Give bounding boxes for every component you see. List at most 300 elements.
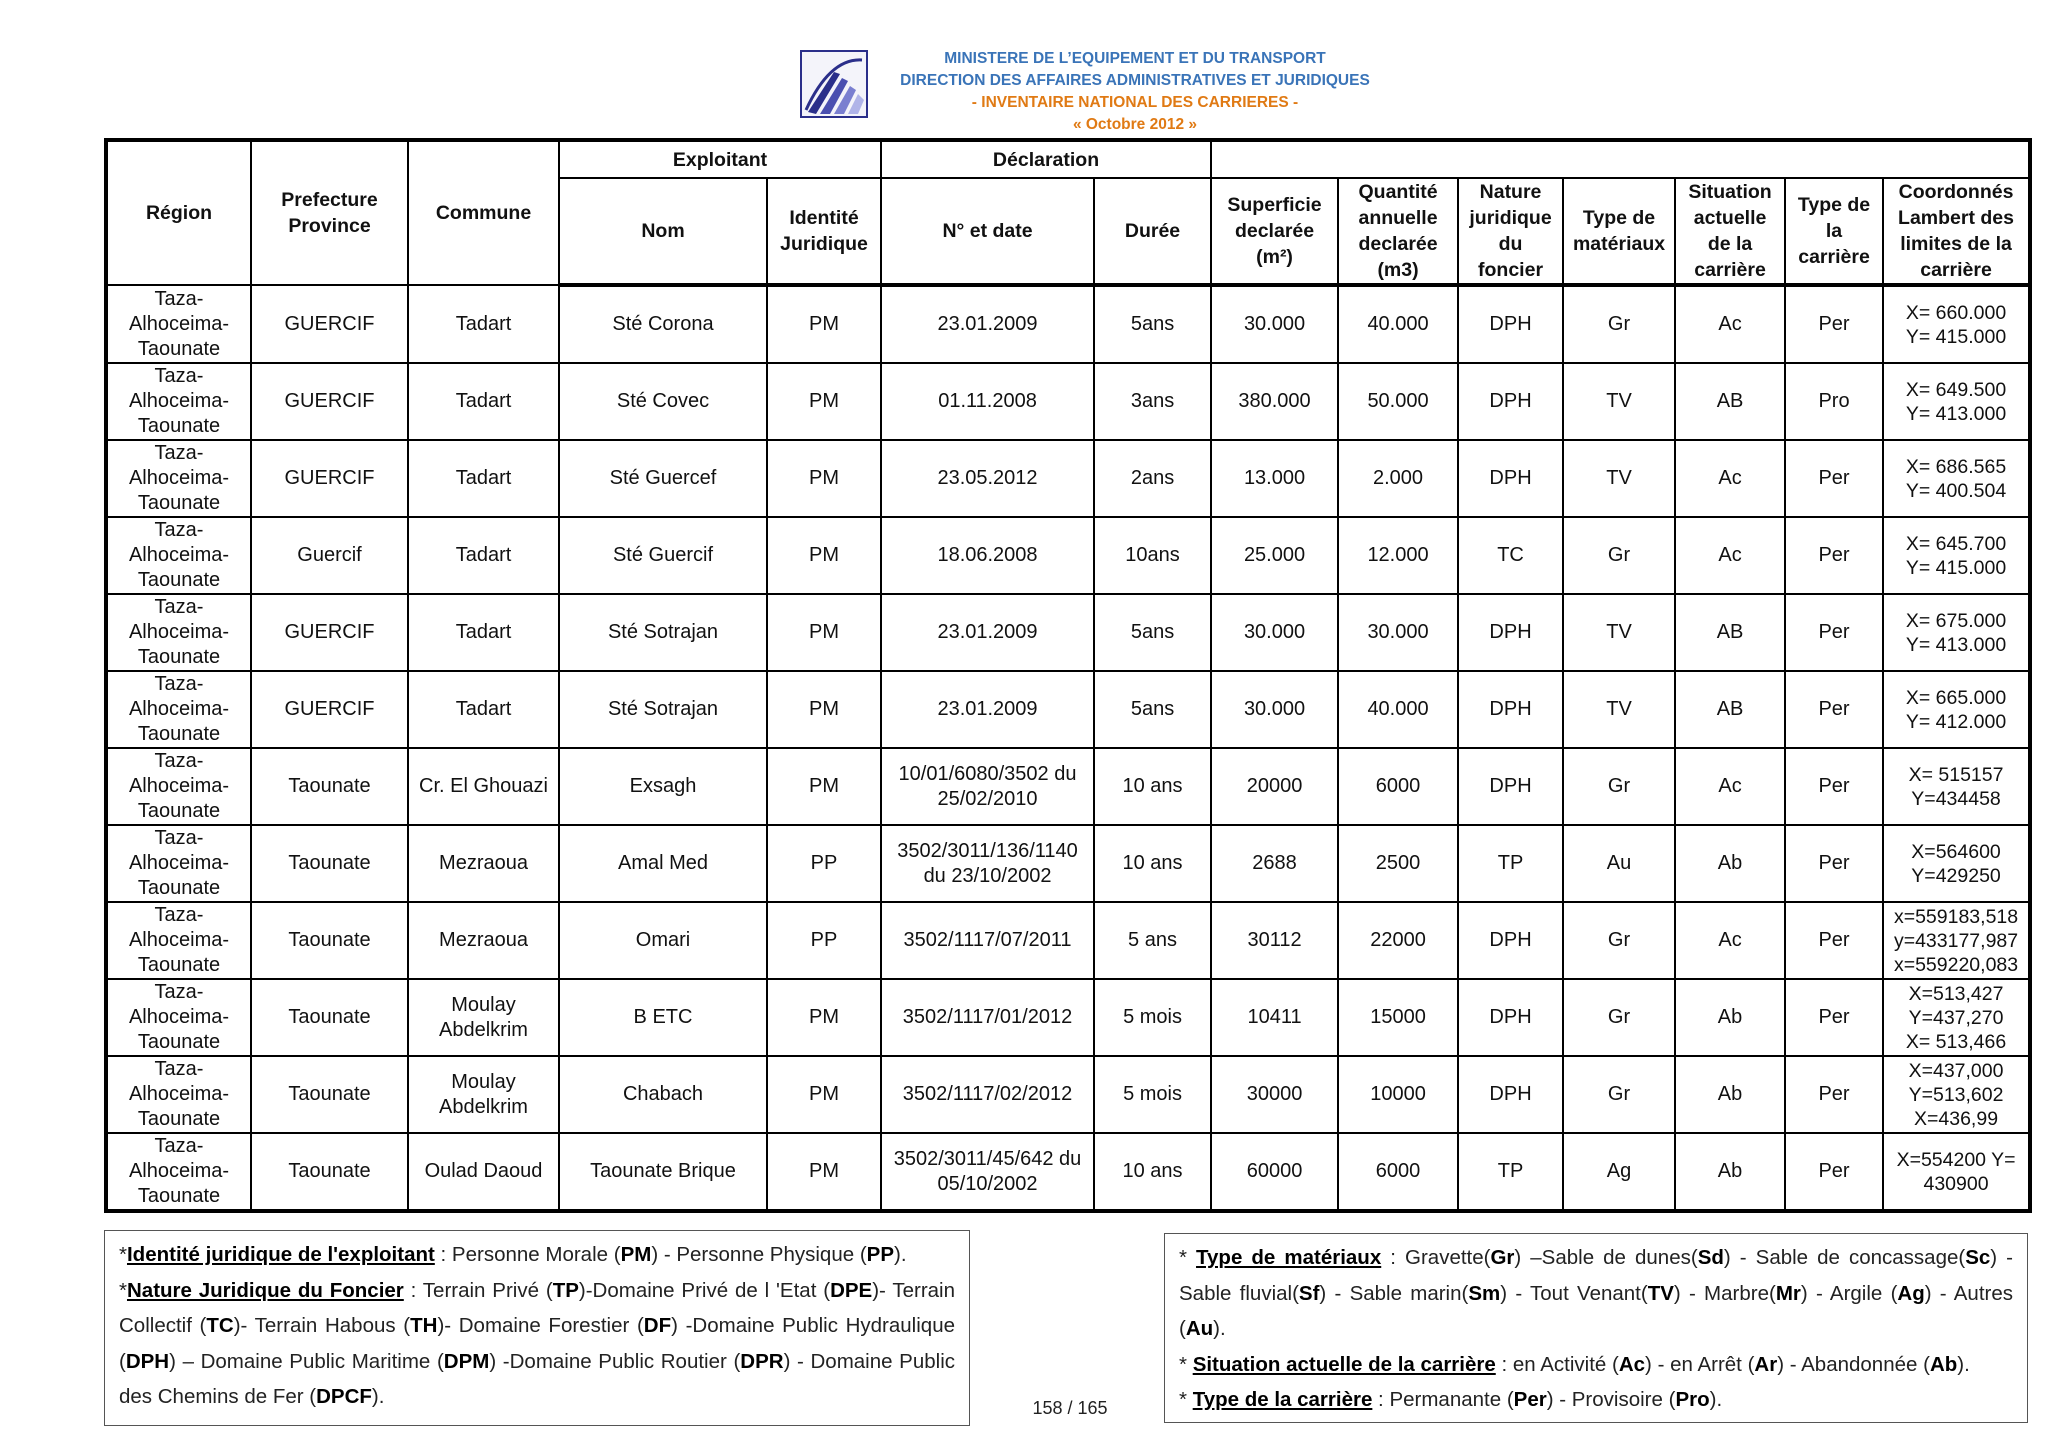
cell-nature: DPH xyxy=(1458,285,1563,363)
cell-commune-line: Tadart xyxy=(455,621,512,643)
cell-coord xyxy=(1883,594,2030,671)
col-numdate: N° et date xyxy=(881,178,1094,285)
cell-coord-line: X=437,000 xyxy=(1908,1059,2004,1082)
cell-nom: Sté Sotrajan xyxy=(559,594,767,671)
table-body xyxy=(106,285,2030,1211)
cell-region xyxy=(106,671,251,748)
cell-nom: Sté Corona xyxy=(559,285,767,363)
cell-type: Pro xyxy=(1785,363,1883,440)
cell-identite: PM xyxy=(767,979,881,1056)
cell-numdate-line: 3502/1117/01/2012 xyxy=(902,1006,1073,1028)
cell-region-line: Alhoceima- xyxy=(128,467,230,489)
cell-commune xyxy=(408,902,559,979)
cell-region-line: Alhoceima- xyxy=(128,1083,230,1105)
cell-region-line: Taza- xyxy=(154,981,204,1003)
cell-commune-line: Cr. El Ghouazi xyxy=(419,775,548,797)
cell-duree: 5ans xyxy=(1094,594,1211,671)
cell-coord-line: X= 665.000 xyxy=(1905,686,2007,709)
cell-region-line: Alhoceima- xyxy=(128,544,230,566)
cell-commune-line: Tadart xyxy=(455,312,512,335)
cell-materiaux: Gr xyxy=(1563,902,1675,979)
cell-coord-line: Y=437,270 xyxy=(1908,1006,2004,1029)
cell-situation: Ab xyxy=(1675,825,1785,902)
cell-quantite: 6000 xyxy=(1338,748,1458,825)
cell-region-line: Taounate xyxy=(137,1108,221,1130)
cell-quantite: 15000 xyxy=(1338,979,1458,1056)
table-row xyxy=(106,1133,2030,1211)
cell-situation: Ac xyxy=(1675,748,1785,825)
col-prefecture: Prefecture Province xyxy=(251,140,408,285)
cell-region xyxy=(106,979,251,1056)
cell-coord xyxy=(1883,748,2030,825)
table-row xyxy=(106,594,2030,671)
cell-prefecture: GUERCIF xyxy=(251,440,408,517)
cell-quantite: 10000 xyxy=(1338,1056,1458,1133)
cell-coord xyxy=(1883,363,2030,440)
cell-nature: DPH xyxy=(1458,671,1563,748)
table-row xyxy=(106,748,2030,825)
cell-materiaux: Gr xyxy=(1563,1056,1675,1133)
cell-identite: PP xyxy=(767,825,881,902)
cell-coord-line: Y=434458 xyxy=(1911,787,2001,810)
cell-numdate xyxy=(881,594,1094,671)
cell-coord-line: X=513,427 xyxy=(1908,982,2004,1005)
legend-right xyxy=(1164,1233,2028,1423)
cell-materiaux: TV xyxy=(1563,363,1675,440)
ministry-logo-icon xyxy=(800,50,868,118)
cell-region-line: Taza- xyxy=(154,442,204,464)
cell-duree: 2ans xyxy=(1094,440,1211,517)
cell-nom: Chabach xyxy=(559,1056,767,1133)
cell-materiaux: Gr xyxy=(1563,979,1675,1056)
cell-duree: 3ans xyxy=(1094,363,1211,440)
cell-nom: Sté Guercif xyxy=(559,517,767,594)
cell-numdate xyxy=(881,285,1094,363)
cell-identite: PM xyxy=(767,1056,881,1133)
cell-duree: 5ans xyxy=(1094,285,1211,363)
cell-region-line: Taza- xyxy=(154,1135,204,1157)
header-date: « Octobre 2012 » xyxy=(1072,116,1198,133)
cell-numdate-line: 10/01/6080/3502 du xyxy=(898,762,1077,785)
cell-commune-line: Moulay xyxy=(451,993,516,1016)
cell-situation: Ac xyxy=(1675,517,1785,594)
cell-prefecture: Taounate xyxy=(251,825,408,902)
cell-coord-line: Y= 412.000 xyxy=(1905,710,2007,733)
cell-situation: AB xyxy=(1675,594,1785,671)
cell-numdate-line: 3502/3011/45/642 du xyxy=(893,1147,1082,1170)
cell-quantite: 40.000 xyxy=(1338,671,1458,748)
cell-type: Per xyxy=(1785,979,1883,1056)
cell-numdate-line: 23.01.2009 xyxy=(937,313,1038,335)
cell-numdate-line: 3502/1117/07/2011 xyxy=(903,929,1072,951)
cell-prefecture: Taounate xyxy=(251,979,408,1056)
cell-materiaux: TV xyxy=(1563,594,1675,671)
cell-numdate-line: 18.06.2008 xyxy=(937,544,1038,566)
cell-superficie: 30.000 xyxy=(1211,594,1338,671)
cell-region xyxy=(106,285,251,363)
cell-region xyxy=(106,440,251,517)
cell-coord-line: Y=513,602 xyxy=(1908,1083,2004,1106)
cell-region-line: Alhoceima- xyxy=(128,852,230,874)
cell-numdate-line: 01.11.2008 xyxy=(938,390,1037,412)
cell-region xyxy=(106,363,251,440)
cell-superficie: 20000 xyxy=(1211,748,1338,825)
cell-numdate xyxy=(881,1056,1094,1133)
cell-coord xyxy=(1883,517,2030,594)
legend-identite: *Identité juridique de l'exploitant : Personne Morale (PM) - Personne Physique (PP). xyxy=(119,1243,907,1266)
cell-coord-line: Y= 400.504 xyxy=(1905,479,2007,502)
cell-region xyxy=(106,594,251,671)
cell-type: Per xyxy=(1785,440,1883,517)
cell-region-line: Taounate xyxy=(137,954,221,976)
cell-region xyxy=(106,1133,251,1211)
cell-situation: Ab xyxy=(1675,979,1785,1056)
cell-duree: 5ans xyxy=(1094,671,1211,748)
cell-region-line: Taza- xyxy=(154,596,204,618)
cell-coord-line: X= 645.700 xyxy=(1905,532,2007,555)
cell-region-line: Alhoceima- xyxy=(128,929,230,951)
cell-numdate-line: 05/10/2002 xyxy=(937,1172,1038,1195)
col-superficie: Superficie declarée (m²) xyxy=(1211,178,1338,285)
cell-coord-line: Y= 415.000 xyxy=(1905,556,2007,579)
cell-region-line: Taounate xyxy=(137,492,221,514)
legend-situation: * Situation actuelle de la carrière : en Activité (Ac) - en Arrêt (Ar) - Abandonnée (Ab). xyxy=(1179,1352,1970,1376)
cell-region-line: Alhoceima- xyxy=(128,312,230,335)
cell-commune xyxy=(408,671,559,748)
cell-identite: PM xyxy=(767,1133,881,1211)
cell-prefecture: Taounate xyxy=(251,902,408,979)
cell-coord-line: X= 513,466 xyxy=(1905,1030,2007,1053)
cell-quantite: 6000 xyxy=(1338,1133,1458,1211)
cell-duree: 5 mois xyxy=(1094,1056,1211,1133)
cell-nature: DPH xyxy=(1458,594,1563,671)
cell-materiaux: Gr xyxy=(1563,517,1675,594)
cell-nature: DPH xyxy=(1458,979,1563,1056)
cell-duree: 5 ans xyxy=(1094,902,1211,979)
col-duree: Durée xyxy=(1094,178,1211,285)
cell-type: Per xyxy=(1785,285,1883,363)
cell-numdate xyxy=(881,671,1094,748)
cell-region-line: Taza- xyxy=(154,519,204,541)
cell-superficie: 60000 xyxy=(1211,1133,1338,1211)
cell-numdate xyxy=(881,1133,1094,1211)
table-row xyxy=(106,671,2030,748)
table-row xyxy=(106,285,2030,363)
cell-quantite: 12.000 xyxy=(1338,517,1458,594)
cell-quantite: 30.000 xyxy=(1338,594,1458,671)
cell-region xyxy=(106,825,251,902)
cell-situation: Ac xyxy=(1675,440,1785,517)
header-direction: DIRECTION DES AFFAIRES ADMINISTRATIVES ET JURIDIQUES xyxy=(900,72,1370,89)
cell-commune-line: Moulay xyxy=(451,1070,516,1093)
cell-nom: Sté Sotrajan xyxy=(559,671,767,748)
cell-nature: TP xyxy=(1458,1133,1563,1211)
cell-region-line: Alhoceima- xyxy=(128,621,230,643)
cell-nom: B ETC xyxy=(559,979,767,1056)
cell-commune xyxy=(408,748,559,825)
cell-region-line: Taza- xyxy=(154,1058,204,1080)
cell-superficie: 30000 xyxy=(1211,1056,1338,1133)
cell-numdate xyxy=(881,517,1094,594)
cell-materiaux: Au xyxy=(1563,825,1675,902)
cell-superficie: 2688 xyxy=(1211,825,1338,902)
cell-identite: PM xyxy=(767,517,881,594)
cell-type: Per xyxy=(1785,825,1883,902)
cell-situation: Ab xyxy=(1675,1133,1785,1211)
cell-numdate-line: 23.01.2009 xyxy=(937,698,1038,720)
cell-commune xyxy=(408,517,559,594)
cell-duree: 10ans xyxy=(1094,517,1211,594)
cell-commune xyxy=(408,1133,559,1211)
cell-region-line: Taounate xyxy=(137,1185,221,1207)
cell-nature: TC xyxy=(1458,517,1563,594)
cell-commune-line: Tadart xyxy=(455,698,512,720)
table-row xyxy=(106,517,2030,594)
cell-materiaux: Gr xyxy=(1563,285,1675,363)
cell-type: Per xyxy=(1785,748,1883,825)
cell-type: Per xyxy=(1785,1133,1883,1211)
table-row xyxy=(106,979,2030,1056)
quarry-inventory-table xyxy=(104,138,2032,1213)
table-row xyxy=(106,363,2030,440)
cell-region-line: Alhoceima- xyxy=(128,1160,230,1182)
col-region: Région xyxy=(106,140,251,285)
cell-nature: DPH xyxy=(1458,1056,1563,1133)
cell-nom: Taounate Brique xyxy=(559,1133,767,1211)
col-identite: Identité Juridique xyxy=(767,178,881,285)
cell-numdate xyxy=(881,748,1094,825)
table-row xyxy=(106,1056,2030,1133)
header-text xyxy=(870,48,1400,136)
cell-nature: DPH xyxy=(1458,440,1563,517)
cell-identite: PM xyxy=(767,363,881,440)
cell-materiaux: Gr xyxy=(1563,748,1675,825)
cell-region-line: Taounate xyxy=(137,337,221,360)
document-header xyxy=(800,48,1370,138)
cell-numdate xyxy=(881,902,1094,979)
legend-type-materiaux: * Type de matériaux : Gravette(Gr) –Sable de dunes(Sd) - Sable de concassage(Sc) - Sable fluvial(Sf) - Sable marin(Sm) - Tout Venant(TV) - Marbre(Mr) - Argile (Ag) - Autres (Au). xyxy=(1179,1246,2013,1340)
cell-type: Per xyxy=(1785,1056,1883,1133)
table-row xyxy=(106,825,2030,902)
cell-quantite: 2.000 xyxy=(1338,440,1458,517)
cell-numdate-line: 3502/3011/136/1140 xyxy=(897,839,1078,862)
cell-prefecture: GUERCIF xyxy=(251,594,408,671)
table-row xyxy=(106,440,2030,517)
cell-numdate xyxy=(881,979,1094,1056)
cell-identite: PM xyxy=(767,594,881,671)
group-blank xyxy=(1211,140,2030,178)
cell-numdate xyxy=(881,440,1094,517)
cell-prefecture: GUERCIF xyxy=(251,285,408,363)
cell-region-line: Alhoceima- xyxy=(128,390,230,412)
cell-region-line: Taza- xyxy=(154,750,204,772)
cell-materiaux: TV xyxy=(1563,671,1675,748)
col-commune: Commune xyxy=(408,140,559,285)
cell-nature: TP xyxy=(1458,825,1563,902)
cell-commune xyxy=(408,1056,559,1133)
cell-situation: Ac xyxy=(1675,285,1785,363)
cell-region-line: Taounate xyxy=(137,1031,221,1053)
cell-region-line: Taounate xyxy=(137,415,221,437)
cell-region-line: Taounate xyxy=(137,569,221,591)
cell-coord xyxy=(1883,1133,2030,1211)
cell-commune xyxy=(408,825,559,902)
cell-region-line: Taza- xyxy=(154,365,204,387)
col-nature: Nature juridique du foncier xyxy=(1458,178,1563,285)
cell-situation: AB xyxy=(1675,671,1785,748)
cell-commune-line: Tadart xyxy=(455,467,512,489)
cell-region-line: Taza- xyxy=(154,673,204,695)
cell-numdate-line: 23.01.2009 xyxy=(937,621,1038,643)
cell-region xyxy=(106,517,251,594)
cell-superficie: 13.000 xyxy=(1211,440,1338,517)
cell-region-line: Taza- xyxy=(154,287,204,310)
cell-coord xyxy=(1883,1056,2030,1133)
cell-quantite: 50.000 xyxy=(1338,363,1458,440)
group-exploitant: Exploitant xyxy=(559,140,881,178)
cell-nature: DPH xyxy=(1458,363,1563,440)
cell-coord-line: Y= 413.000 xyxy=(1905,633,2007,656)
cell-region-line: Taounate xyxy=(137,646,221,668)
cell-coord-line: x=559220,083 xyxy=(1893,953,2019,976)
cell-coord-line: x=559183,518 xyxy=(1893,905,2019,928)
cell-prefecture: Taounate xyxy=(251,1133,408,1211)
cell-coord-line: 430900 xyxy=(1923,1172,1989,1195)
cell-nom: Exsagh xyxy=(559,748,767,825)
cell-commune xyxy=(408,594,559,671)
cell-region xyxy=(106,902,251,979)
cell-coord-line: X= 515157 xyxy=(1908,763,2004,786)
cell-identite: PM xyxy=(767,440,881,517)
cell-coord-line: X= 686.565 xyxy=(1905,455,2007,478)
cell-prefecture: GUERCIF xyxy=(251,363,408,440)
cell-type: Per xyxy=(1785,671,1883,748)
cell-region-line: Taounate xyxy=(137,723,221,745)
cell-commune-line: Abdelkrim xyxy=(439,1095,528,1118)
cell-region-line: Taounate xyxy=(137,800,221,822)
cell-prefecture: Guercif xyxy=(251,517,408,594)
cell-type: Per xyxy=(1785,902,1883,979)
cell-superficie: 10411 xyxy=(1211,979,1338,1056)
cell-coord xyxy=(1883,902,2030,979)
cell-prefecture: Taounate xyxy=(251,1056,408,1133)
cell-coord xyxy=(1883,825,2030,902)
cell-commune-line: Oulad Daoud xyxy=(424,1160,543,1182)
cell-commune-line: Abdelkrim xyxy=(439,1018,528,1041)
cell-region-line: Taounate xyxy=(137,877,221,899)
cell-identite: PP xyxy=(767,902,881,979)
cell-situation: Ab xyxy=(1675,1056,1785,1133)
cell-numdate-line: 25/02/2010 xyxy=(937,787,1038,810)
cell-commune-line: Mezraoua xyxy=(439,852,528,874)
cell-superficie: 380.000 xyxy=(1211,363,1338,440)
cell-region-line: Alhoceima- xyxy=(128,698,230,720)
cell-coord xyxy=(1883,285,2030,363)
cell-coord-line: X=564600 xyxy=(1911,840,2001,863)
cell-coord-line: Y=429250 xyxy=(1911,864,2001,887)
col-situation: Situation actuelle de la carrière xyxy=(1675,178,1785,285)
col-quantite: Quantité annuelle declarée (m3) xyxy=(1338,178,1458,285)
group-declaration: Déclaration xyxy=(881,140,1211,178)
col-type-carriere: Type de la carrière xyxy=(1785,178,1883,285)
cell-numdate xyxy=(881,363,1094,440)
cell-quantite: 40.000 xyxy=(1338,285,1458,363)
cell-coord-line: X= 660.000 xyxy=(1905,301,2007,324)
cell-materiaux: TV xyxy=(1563,440,1675,517)
cell-region-line: Alhoceima- xyxy=(128,1006,230,1028)
cell-numdate-line: du 23/10/2002 xyxy=(923,864,1052,887)
cell-coord-line: X=554200 Y= xyxy=(1896,1148,2016,1171)
header-inventory: - INVENTAIRE NATIONAL DES CARRIERES - xyxy=(971,94,1299,111)
legend-nature-foncier: *Nature Juridique du Foncier : Terrain Privé (TP)-Domaine Privé de l 'Etat (DPE)- Terrain Collectif (TC)- Terrain Habous (TH)- Domaine Forestier (DF) -Domaine Public Hydraulique (DPH) – Domaine Public Maritime (DPM) -Domaine Public Routier (DPR) - Domaine Public des Chemins de Fer (DPCF). xyxy=(119,1278,956,1408)
cell-quantite: 22000 xyxy=(1338,902,1458,979)
cell-numdate-line: 23.05.2012 xyxy=(937,467,1038,489)
cell-coord xyxy=(1883,979,2030,1056)
legend-type-carriere: * Type de la carrière : Permanante (Per) - Provisoire (Pro). xyxy=(1179,1388,1723,1411)
cell-region-line: Alhoceima- xyxy=(128,775,230,797)
cell-situation: Ac xyxy=(1675,902,1785,979)
cell-superficie: 30112 xyxy=(1211,902,1338,979)
cell-materiaux: Ag xyxy=(1563,1133,1675,1211)
cell-nom: Sté Covec xyxy=(559,363,767,440)
cell-coord-line: X= 649.500 xyxy=(1905,378,2007,401)
cell-commune-line: Tadart xyxy=(455,390,512,412)
cell-identite: PM xyxy=(767,671,881,748)
cell-coord-line: Y= 415.000 xyxy=(1905,325,2007,348)
col-type-materiaux: Type de matériaux xyxy=(1563,178,1675,285)
cell-identite: PM xyxy=(767,285,881,363)
cell-duree: 10 ans xyxy=(1094,825,1211,902)
cell-type: Per xyxy=(1785,594,1883,671)
cell-commune xyxy=(408,440,559,517)
cell-region-line: Taza- xyxy=(154,827,204,849)
cell-quantite: 2500 xyxy=(1338,825,1458,902)
cell-duree: 10 ans xyxy=(1094,748,1211,825)
cell-commune xyxy=(408,979,559,1056)
cell-situation: AB xyxy=(1675,363,1785,440)
cell-nature: DPH xyxy=(1458,902,1563,979)
cell-region-line: Taza- xyxy=(154,904,204,926)
cell-identite: PM xyxy=(767,748,881,825)
cell-type: Per xyxy=(1785,517,1883,594)
cell-numdate xyxy=(881,825,1094,902)
cell-superficie: 30.000 xyxy=(1211,671,1338,748)
cell-coord-line: X=436,99 xyxy=(1914,1107,1999,1130)
cell-prefecture: GUERCIF xyxy=(251,671,408,748)
cell-superficie: 25.000 xyxy=(1211,517,1338,594)
cell-region xyxy=(106,748,251,825)
table-row xyxy=(106,902,2030,979)
cell-nature: DPH xyxy=(1458,748,1563,825)
page-number: 158 / 165 xyxy=(1032,1398,1108,1418)
cell-coord-line: Y= 413.000 xyxy=(1905,402,2007,425)
cell-duree: 5 mois xyxy=(1094,979,1211,1056)
cell-coord-line: X= 675.000 xyxy=(1905,609,2007,632)
cell-nom: Amal Med xyxy=(559,825,767,902)
cell-duree: 10 ans xyxy=(1094,1133,1211,1211)
cell-nom: Sté Guercef xyxy=(559,440,767,517)
header-ministry: MINISTERE DE L’EQUIPEMENT ET DU TRANSPORT xyxy=(944,50,1326,67)
cell-nom: Omari xyxy=(559,902,767,979)
cell-numdate-line: 3502/1117/02/2012 xyxy=(902,1083,1073,1105)
cell-commune-line: Mezraoua xyxy=(439,929,528,951)
legend-left xyxy=(104,1230,970,1426)
cell-prefecture: Taounate xyxy=(251,748,408,825)
cell-superficie: 30.000 xyxy=(1211,285,1338,363)
cell-commune xyxy=(408,285,559,363)
cell-coord-line: y=433177,987 xyxy=(1893,929,2019,952)
col-coordonnees: Coordonnés Lambert des limites de la carrière xyxy=(1883,178,2030,285)
